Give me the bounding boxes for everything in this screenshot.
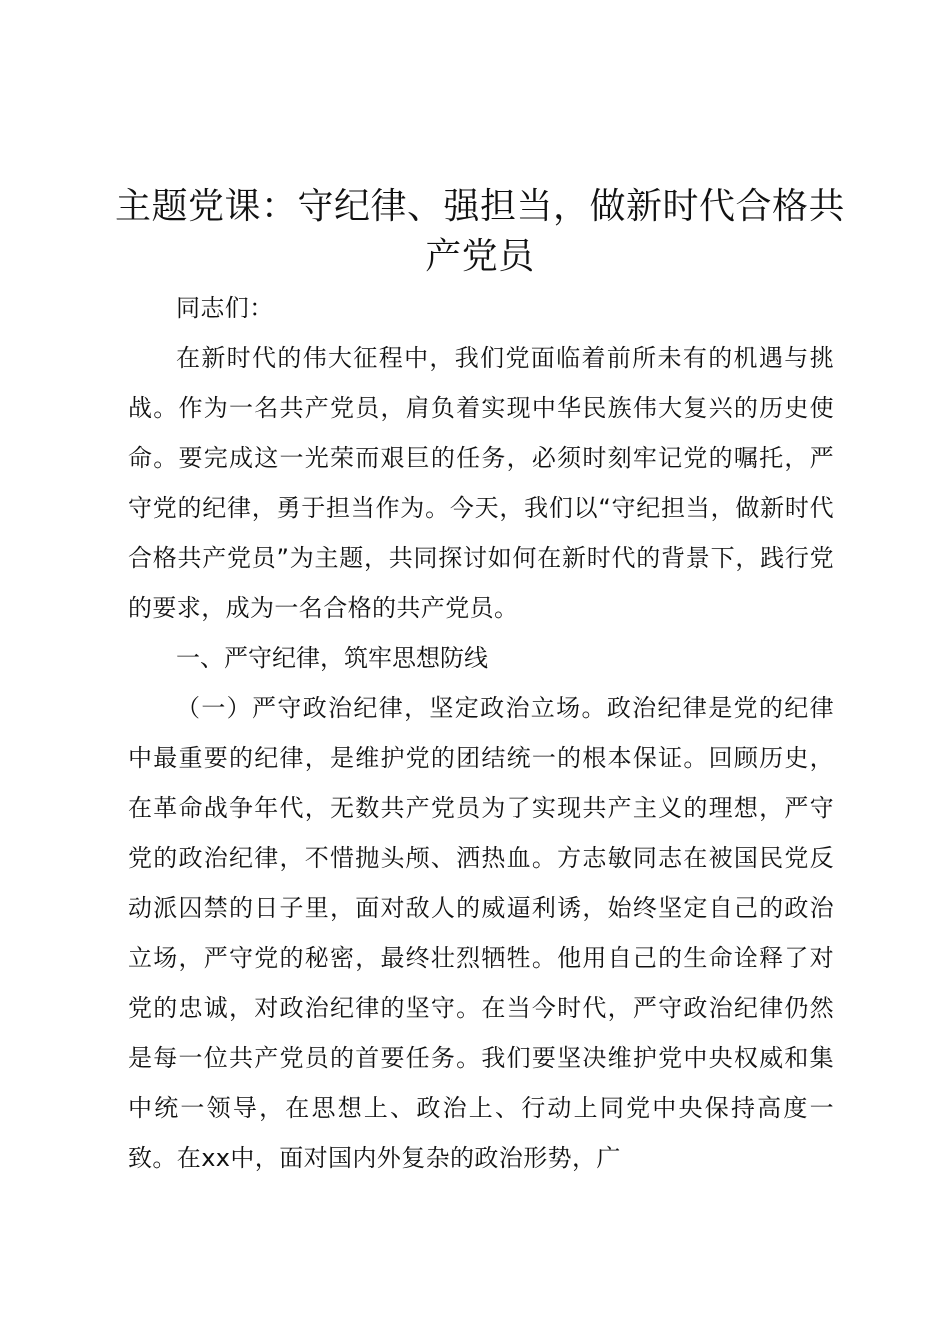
document-body <box>128 283 834 1183</box>
salutation: 同志们： <box>176 294 274 322</box>
section-paragraph: （一）严守政治纪律，坚定政治立场。政治纪律是党的纪律中最重要的纪律，是维护党的团结统一的根本保证。回顾历史，在革命战争年代，无数共产党员为了实现共产主义的理想，严守党的政治纪律，不惜抛头颅、洒热血。方志敏同志在被国民党反动派囚禁的日子里，面对敌人的威逼利诱，始终坚定自己的政治立场，严守党的秘密，最终壮烈牺牲。他用自己的生命诠释了对党的忠诚，对政治纪律的坚守。在当今时代，严守政治纪律仍然是每一位共产党员的首要任务。我们要坚决维护党中央权威和集中统一领导，在思想上、政治上、行动上同党中央保持高度一致。在xx中，面对国内外复杂的政治形势，广 <box>128 694 834 1172</box>
section-heading: 一、严守纪律，筑牢思想防线 <box>176 644 488 672</box>
intro-paragraph: 在新时代的伟大征程中，我们党面临着前所未有的机遇与挑战。作为一名共产党员，肩负着实现中华民族伟大复兴的历史使命。要完成这一光荣而艰巨的任务，必须时刻牢记党的嘱托，严守党的纪律，勇于担当作为。今天，我们以“守纪担当，做新时代合格共产党员”为主题，共同探讨如何在新时代的背景下，践行党的要求，成为一名合格的共产党员。 <box>128 344 834 622</box>
document-title: 主题党课：守纪律、强担当，做新时代合格共产党员 <box>114 186 845 277</box>
